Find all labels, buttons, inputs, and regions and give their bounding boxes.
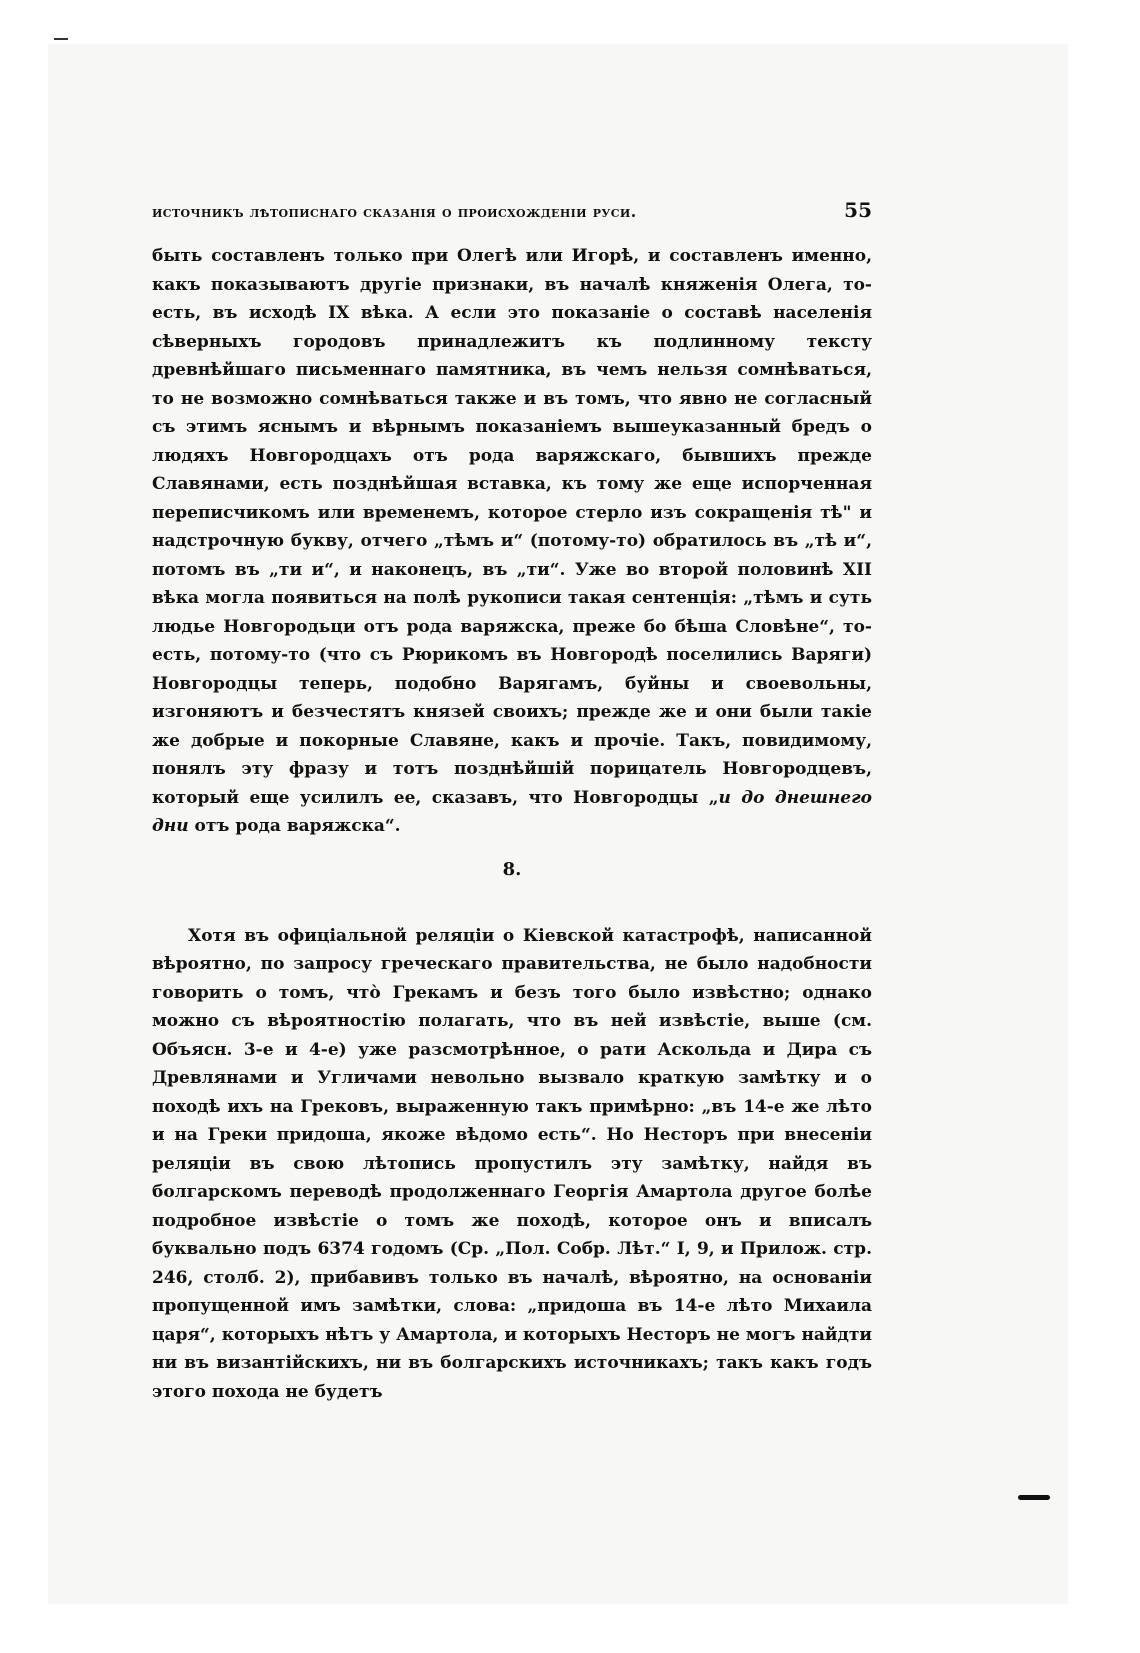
page-number: 55 [844,198,872,222]
book-page [152,198,872,1406]
section-number: 8. [502,858,522,880]
scan-edge-mark [54,38,68,40]
paragraph-text: быть составленъ только при Олегѣ или Игорѣ, и составленъ именно, какъ показываютъ другіе признаки, въ началѣ княженія Олега, то-есть, въ исходѣ IX вѣка. А если это показаніе о составѣ населенія сѣверныхъ городовъ принадлежитъ къ подлинному тексту древнѣйшаго письменнаго памятника, въ чемъ нельзя сомнѣваться, то не возможно сомнѣваться также и въ томъ, что явно не согласный съ этимъ яснымъ и вѣрнымъ показаніемъ вышеуказанный бредъ о людяхъ Новгородцахъ отъ рода варяжскаго, бывшихъ прежде Славянами, есть позднѣйшая вставка, къ тому же еще испорченная переписчикомъ или временемъ, которое стерло изъ сокращенія тѣ" и надстрочную букву, отчего „тѣмъ и“ (потому-то) обратилось въ „тѣ и“, потомъ въ „ти и“, и наконецъ, въ „ти“. Уже во второй половинѣ XII вѣка могла появиться на полѣ рукописи такая сентенція: „тѣмъ и суть людье Новгородьци отъ рода варяжска, преже бо бѣша Словѣне“, то-есть, потому-то (что съ Рюрикомъ въ Новгородѣ поселились Варяги) Новгородцы теперь, подобно Варягамъ, буйны и своевольны, изгоняютъ и безчестятъ князей своихъ; прежде же и они были такіе же добрые и покорные Славяне, какъ и прочіе. Такъ, повидимому, понялъ эту фразу и тотъ позднѣйшій порицатель Новгородцевъ, который еще усилилъ ее, сказавъ, что Новгородцы „ [152,246,872,808]
paragraph-text: отъ рода варяжска“. [188,816,401,836]
italic-quote: и до днешнего дни [152,787,873,836]
scan-edge-mark [1018,1495,1050,1500]
running-header-title: источникъ лѣтописнаго сказанія о происхожденіи руси. [152,202,637,221]
running-header [152,198,872,222]
paragraph: Хотя въ офиціальной реляціи о Кіевской катастрофѣ, написанной вѣроятно, по запросу греческаго правительства, не было надобности говорить о томъ, что̀ Грекамъ и безъ того было извѣстно; однако можно съ вѣроятностію полагать, что въ ней извѣстіе, выше (см. Объясн. 3-е и 4-е) уже разсмотрѣнное, о рати Аскольда и Дира съ Древлянами и Угличами невольно вызвало краткую замѣтку и о походѣ ихъ на Грековъ, выраженную такъ примѣрно: „въ 14-е же лѣто и на Греки придоша, якоже вѣдомо есть“. Но Несторъ при внесеніи реляціи въ свою лѣтопись пропустилъ эту замѣтку, найдя въ болгарскомъ переводѣ продолженнаго Георгія Амартола другое болѣе подробное извѣстіе о томъ же походѣ, которое онъ и вписалъ буквально подъ 6374 годомъ (Ср. „Пол. Собр. Лѣт.“ I, 9, и Прилож. стр. 246, столб. 2), прибавивъ только въ началѣ, вѣроятно, на основаніи пропущенной имъ замѣтки, слова: „придоша въ 14-е лѣто Михаила царя“, которыхъ нѣтъ у Амартола, и которыхъ Несторъ не могъ найдти ни въ византійскихъ, ни въ болгарскихъ источникахъ; такъ какъ годъ этого похода не будетъ [152,925,872,1402]
paragraph [152,242,872,841]
